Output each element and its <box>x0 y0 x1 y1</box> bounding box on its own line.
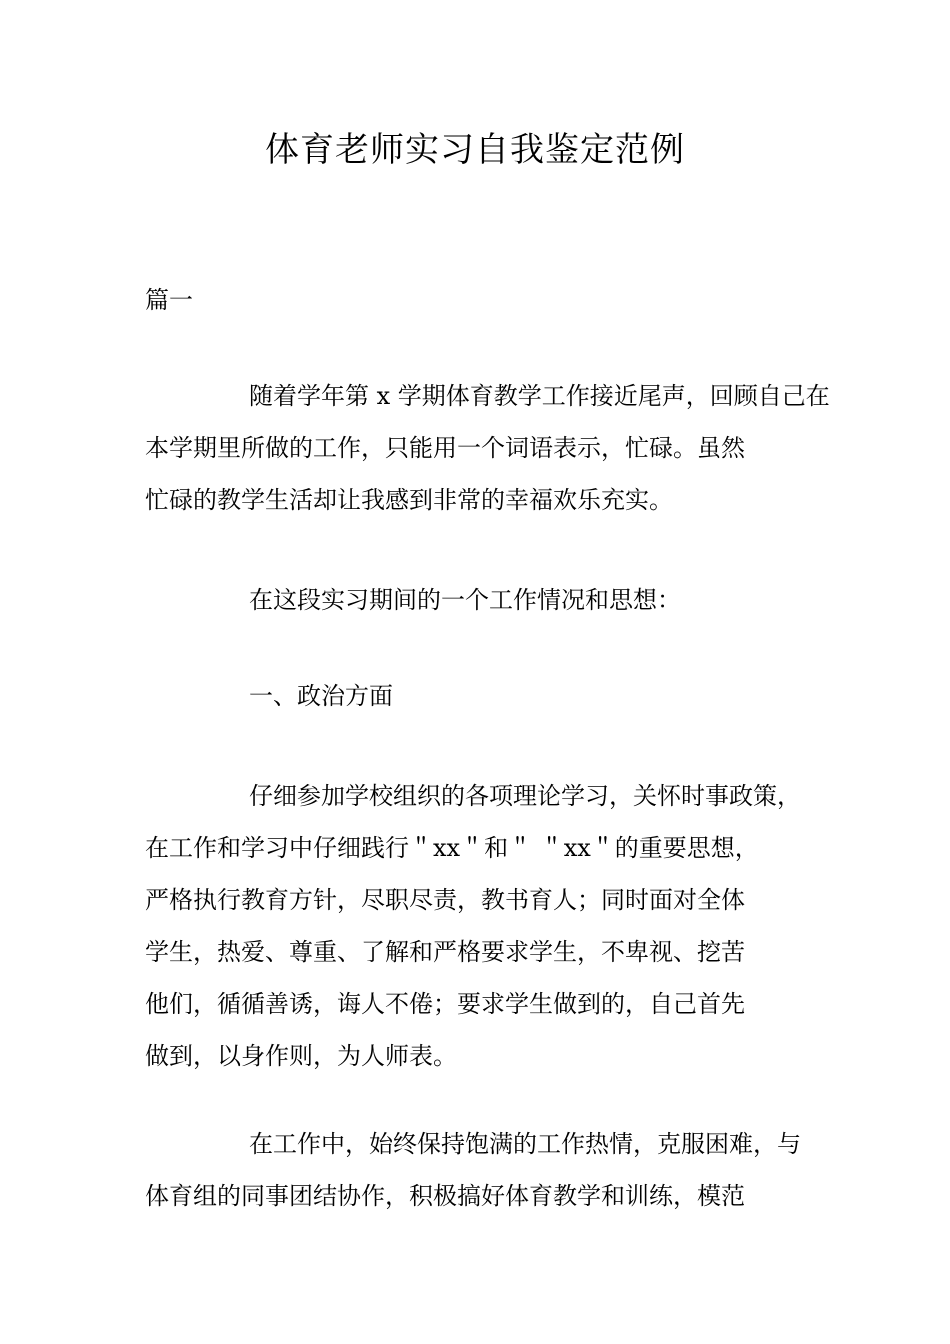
paragraph-work <box>145 1118 810 1222</box>
paragraph-line: 本学期里所做的工作，只能用一个词语表示，忙碌。虽然 <box>145 434 745 462</box>
paragraph-line: 忙碌的教学生活却让我感到非常的幸福欢乐充实。 <box>145 486 673 514</box>
paragraph-politics <box>145 770 810 1082</box>
paragraph-line: 在工作中，始终保持饱满的工作热情，克服困难，与 <box>249 1130 801 1158</box>
paragraph-work-overview <box>145 574 810 626</box>
paragraph-line: 体育组的同事团结协作，积极搞好体育教学和训练，模范 <box>145 1182 745 1210</box>
section-label: 篇一 <box>145 286 193 314</box>
paragraph-line: 严格执行教育方针，尽职尽责，教书育人；同时面对全体 <box>145 886 745 914</box>
paragraph-line: 在这段实习期间的一个工作情况和思想： <box>249 586 681 614</box>
paragraph-line: 做到，以身作则，为人师表。 <box>145 1042 457 1070</box>
document-title: 体育老师实习自我鉴定范例 <box>265 130 685 170</box>
paragraph-line: 一、政治方面 <box>249 682 393 710</box>
paragraph-line: 学生，热爱、尊重、了解和严格要求学生，不卑视、挖苦 <box>145 938 745 966</box>
paragraph-line: 他们，循循善诱，诲人不倦；要求学生做到的，自己首先 <box>145 990 745 1018</box>
paragraph-line: 仔细参加学校组织的各项理论学习，关怀时事政策， <box>249 782 801 810</box>
paragraph-politics-heading <box>145 670 810 722</box>
paragraph-line: 在工作和学习中仔细践行＂xx＂和＂ ＂xx＂的重要思想， <box>145 834 759 862</box>
paragraph-line: 随着学年第 x 学期体育教学工作接近尾声，回顾自己在 <box>249 382 830 410</box>
paragraph-intro <box>145 370 830 526</box>
